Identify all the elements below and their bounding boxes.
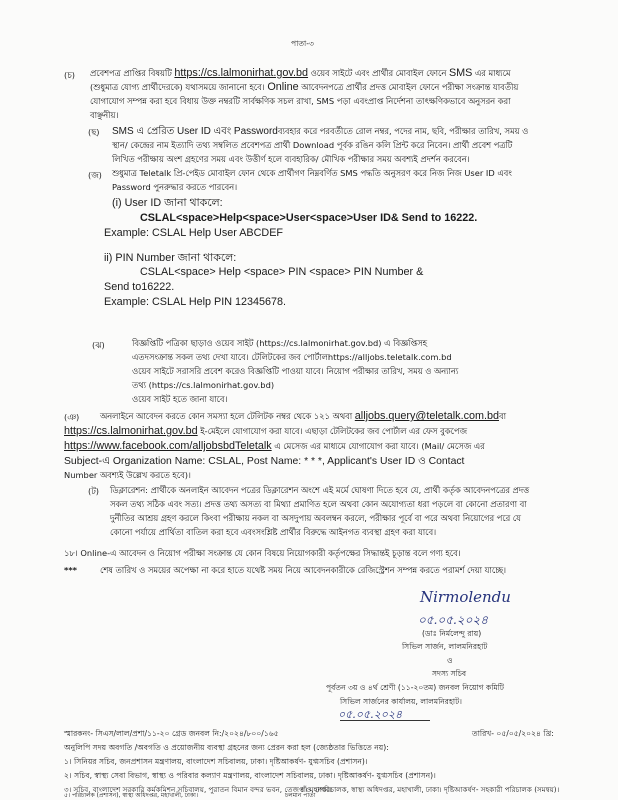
committee-name: পূর্বতন ৩য় ও ৪র্থ শ্রেণী (১১-২০তম) জনবল নিয়োগ কমিটি [326,683,505,692]
item-marker: (ঞ) [64,412,80,422]
sms-command: CSLAL<space> Help <space> PIN <space> PIN Number & [140,266,424,278]
item-line: প্রবেশপত্র প্রাপ্তির বিষয়টি https://cs.lalmonirhat.gov.bd ওয়েব সাইটে এবং প্রার্থীর মোবাইল ফোনে SMS এর মাধ্যমে [90,67,511,79]
signatory-name: (ডাঃ নির্মলেন্দু রায়) [422,629,482,638]
item-marker: (ট) [88,486,99,496]
email-link[interactable]: alljobs.query@teletalk.com.bd [354,410,499,422]
item-line: https://cs.lalmonirhat.gov.bd ই-মেইলে যোগাযোগ করা যাবে। এছাড়া টেলিটকের জব পোর্টাল এর ফেস বুকপেজ [64,425,467,437]
item-line: বাঞ্ছনীয়। [90,110,119,120]
item-line: ডিক্লারেশন: প্রার্থীকে অনলাইন আবেদন পত্রের ডিক্লারেশন অংশে এই মর্মে ঘোষণা দিতে হবে যে, প্রার্থী কর্তৃক আবেদনপত্রের প্রদত্ত [110,485,530,495]
item-marker: (চ) [64,70,75,80]
item-line: যোগাযোগ সম্পন্ন করা হবে বিধায় উক্ত নম্বরটি সার্বক্ষণিক সচল রাখা, SMS পড়া এবংপ্রাপ্ত নির্দেশনা তাৎক্ষণিকভাবে অনুসরন করা [90,96,511,106]
sms-example: Example: CSLAL Help PIN 12345678. [104,296,287,308]
item-line: ওয়েব সাইটে সরাসরি প্রবেশ করেও বিজ্ঞপ্তিটি পাওয়া যাবে। নিয়োগ পরীক্ষার তারিখ, সময় ও অন্যান্য [132,366,459,376]
memo-reference: স্মারকনং- সিএস/লাল/প্রশা/১১-২০ গ্রেড জনবল নি:/২০২৪/৮০০/১৬৫ [64,729,279,738]
signature-scribble: Nirmolendu [420,588,511,606]
item-line: (শুধুমাত্র যোগ্য প্রার্থীদেরকে) যথাসময়ে জানানো হবে। Online আবেদনপত্রে প্রার্থীর প্রদত্ত মোবাইল ফোনে পরীক্ষা সংক্রান্ত যাবতীয় [90,81,519,93]
signatory-role: সদস্য সচিব [432,669,467,678]
list-item: ১। সিনিয়র সচিব, জনপ্রশাসন মন্ত্রণালয়, বাংলাদেশ সচিবালয়, ঢাকা। দৃষ্টিআকর্ষণ- যুগ্মসচিব (প্রশাসন)। [64,757,368,766]
signature-line [340,720,430,721]
sms-command: CSLAL<space>Help<space>User<space>User ID& Send to 16222. [140,212,478,224]
item-line: Subject-এ Organization Name: CSLAL, Post Name: * * *, Applicant's User ID ও Contact [64,456,465,467]
list-item: ৪। মহাপরিচালক, স্বাস্থ্য অধিদপ্তর, মহাখালী, ঢাকা। দৃষ্টিআকর্ষণ- সহকারী পরিচালক (সমন্বয়)। [300,785,560,794]
item-line: https://www.facebook.com/alljobsbdTeletalk এ মেসেজ এর মাধ্যমে যোগাযোগ করা যাবে। (Mail/ মেসেজ এর [64,440,485,452]
note-text: শেষ তারিখ ও সময়ের অপেক্ষা না করে হাতে যথেষ্ট সময় নিয়ে আবেদনকারীকে রেজিস্ট্রেশন সম্পন্ন করতে পরামর্শ দেয়া যাচ্ছে। [100,565,507,575]
handwritten-date: ০৫.০৫.২০২৪ [418,613,489,627]
item-line: অনলাইনে আবেদন করতে কোন সমস্যা হলে টেলিটক নম্বর থেকে ১২১ অথবা alljobs.query@teletalk.com.bdবা [100,410,507,422]
paragraph-18: ১৮। Online-এ আবেদন ও নিয়োগ পরীক্ষা সংক্রান্ত যে কোন বিষয়ে নিয়োগকারী কর্তৃপক্ষের সিদ্ধান্তই চূড়ান্ত বলে গণ্য হবে। [64,548,461,558]
item-line: Number অবশ্যই উল্লেখ করতে হবে)। [64,470,191,480]
item-line: সকল তথ্য সঠিক এবং সত্য। প্রদত্ত তথ্য অসত্য বা মিথ্যা প্রমাণিত হলে অথবা কোন অযোগ্যতা ধরা পড়লে বা কোনো প্রতারণা বা [110,499,527,509]
item-line: বিজ্ঞপ্তিটি পত্রিকা ছাড়াও ওয়েব সাইট (https://cs.lalmonirhat.gov.bd) এ বিজ্ঞপ্তিসহ [132,338,428,348]
list-item: ২। সচিব, স্বাস্থ্য সেবা বিভাগ, স্বাস্থ্য ও পরিবার কল্যাণ মন্ত্রণালয়, বাংলাদেশ সচিবালয়, ঢাকা। দৃষ্টিআকর্ষণ- যুগ্মসচিব (প্রশাসন)। [64,771,436,780]
website-link[interactable]: https://cs.lalmonirhat.gov.bd [174,67,309,79]
item-marker: (জ) [88,170,102,180]
item-line: স্থান/ কেন্দ্রের নাম ইত্যাদি তথ্য সম্বলিত প্রবেশপত্র প্রার্থী Download পূর্বক রঙিন কলি প্রিন্ট করে নিবেন। প্রার্থী প্রবেশ পত্রটি [112,140,513,150]
handwritten-date-2: ০৫.০৫.২০২৪ [338,708,403,721]
item-marker: (ঝ) [92,340,105,350]
memo-date: তারিখ- ০৫/০৫/২০২৪ খ্রি: [472,729,554,738]
facebook-link[interactable]: https://www.facebook.com/alljobsbdTeletalk [64,440,272,452]
office-name: সিভিল সার্জনের কার্যালয়, লালমনিরহাট। [340,697,462,706]
sms-command: Send to16222. [104,281,175,293]
sms-method-label: (i) User ID জানা থাকলে: [112,197,223,209]
list-item: ৩। সচিব, বাংলাদেশ সরকারি কর্মকমিশন সচিবালয়, পুরাতন বিমান বন্দর ভবন, তেজগাঁও, ঢাকা। [64,785,332,794]
continued-label: চলমান পাতা [285,792,316,799]
item-line: দুর্নীতির আশ্রয় গ্রহণ করলে কিংবা পরীক্ষায় নকল বা অসদুপায় অবলম্বন করলে, পরীক্ষার পূর্বে বা পরে অথবা নিয়োগের পরে যে [110,513,521,523]
item-line: SMS এ প্রেরিত User ID এবং Passwordব্যবহার করে পরবর্তীতে রোল নম্বর, পদের নাম, ছবি, পরীক্ষার তারিখ, সময় ও [112,126,529,137]
item-line: Password পুনরুদ্ধার করতে পারবেন। [112,182,238,192]
item-line: ওয়েব সাইট হতে জানা যাবে। [132,394,228,404]
item-line: তথ্য (https://cs.lalmonirhat.gov.bd) [132,380,275,390]
item-line: শুধুমাত্র Teletalk প্রি-পেইড মোবাইল ফোন থেকে প্রার্থীগণ নিম্নবর্ণিত SMS পদ্ধতি অনুসরণ করে নিজ নিজ User ID এবং [112,168,512,178]
sms-method-label: ii) PIN Number জানা থাকলে: [104,252,237,264]
item-marker: (ছ) [88,127,100,137]
item-line: কোনো পর্যায়ে প্রার্থিতা বাতিল করা হবে এবংসংশ্লিষ্ট প্রার্থীর বিরুদ্ধে আইনগত ব্যবস্থা গ্রহণ করা যাবে। [110,527,437,537]
website-link[interactable]: https://cs.lalmonirhat.gov.bd [64,425,198,437]
signatory-title: সিভিল সার্জন, লালমনিরহাট [402,642,488,651]
sms-example: Example: CSLAL Help User ABCDEF [104,227,284,239]
item-line: এতদসংক্রান্ত সকল তথ্য দেখা যাবে। টেলিটকের জব পোর্টালhttps://alljobs.teletalk.com.bd [132,352,452,362]
list-item: ৫। পরিচালক (প্রশাসন), স্বাস্থ্য অধিদপ্তর, মহাখালী, ঢাকা। [64,792,199,799]
signatory-and: ও [447,656,453,665]
item-line: লিখিত পরীক্ষায় অংশ গ্রহণের সময় এবং উত্তীর্ণ হলে ব্যবহারিক/ মৌখিক পরীক্ষার সময় অবশ্যই প্রদর্শন করবেন। [112,154,470,164]
distribution-intro: অনুলিপি সদয় অবগতি /অবগতি ও প্রয়োজনীয় ব্যবস্থা গ্রহনের জন্য প্রেরন করা হল (জ্যেষ্ঠতার ভিত্তিতে নয়): [64,743,389,752]
note-marker: *** [64,565,78,575]
page-number: পাতা-৩ [291,39,314,48]
